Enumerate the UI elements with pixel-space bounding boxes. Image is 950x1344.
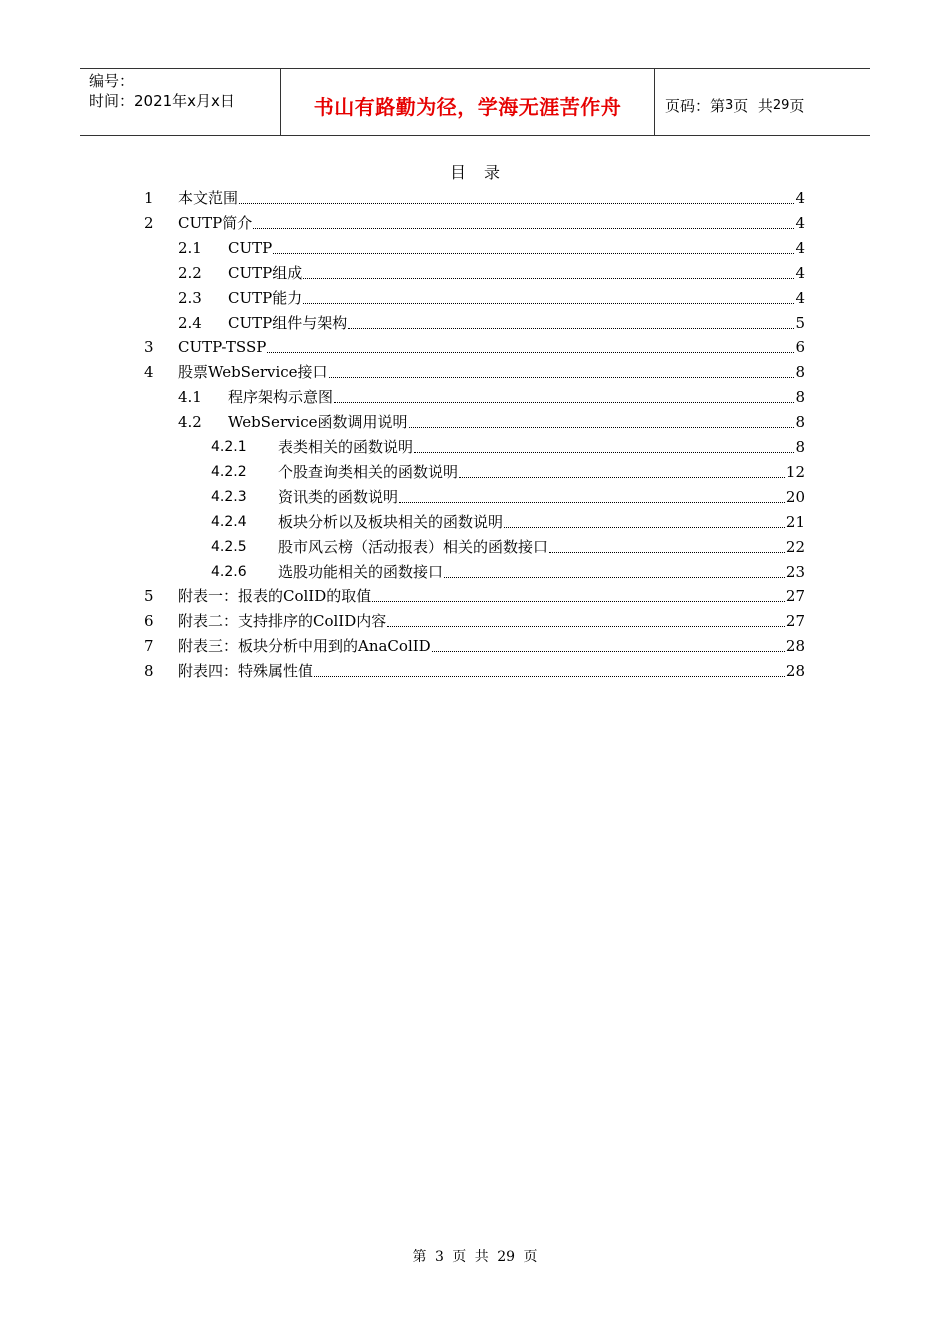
- toc-entry-text: 附表三：板块分析中用到的AnaColID: [178, 637, 431, 655]
- toc-entry-page: 4: [795, 214, 805, 232]
- toc-entry-page: 4: [795, 264, 805, 282]
- toc-entry[interactable]: [211, 533, 805, 557]
- toc-entry-page: 8: [795, 363, 805, 381]
- toc-leader-dots: [387, 626, 785, 627]
- toc-entry-text: 本文范围: [178, 189, 239, 207]
- toc-entry[interactable]: [211, 558, 805, 582]
- toc-entry-number: 7: [144, 637, 154, 655]
- toc-entry-page: 21: [785, 513, 805, 531]
- toc-title: 目录: [449, 163, 518, 182]
- toc-entry-number: 2.2: [178, 264, 202, 282]
- toc-leader-dots: [399, 502, 785, 503]
- toc-entry-number: 4.2.4: [211, 514, 247, 530]
- toc-entry-page: 8: [795, 413, 805, 431]
- toc-entry-text: CUTP: [228, 239, 273, 257]
- header-page-indicator: [655, 69, 870, 135]
- toc-leader-dots: [444, 577, 785, 578]
- toc-entry-page: 4: [795, 289, 805, 307]
- toc-entry-text: 附表四：特殊属性值: [178, 662, 314, 680]
- toc-entry[interactable]: [178, 309, 805, 333]
- document-number-label: 编号：: [89, 72, 135, 90]
- page-suffix: 页: [789, 96, 805, 115]
- toc-entry-text: 资讯类的函数说明: [278, 488, 399, 506]
- toc-entry[interactable]: [211, 433, 805, 457]
- toc-entry-page: 27: [785, 587, 805, 605]
- toc-leader-dots: [409, 427, 795, 428]
- toc-entry[interactable]: [178, 284, 805, 308]
- toc-entry-text: CUTP-TSSP: [178, 338, 267, 356]
- toc-entry-text: CUTP能力: [228, 289, 303, 307]
- toc-entry-page: 27: [785, 612, 805, 630]
- page-total: 29: [772, 97, 790, 113]
- page-prefix: 页码：第: [665, 96, 726, 115]
- toc-entry-number: 4.1: [178, 388, 202, 406]
- toc-entry-page: 4: [795, 239, 805, 257]
- toc-leader-dots: [329, 377, 795, 378]
- toc-entry[interactable]: [144, 333, 805, 357]
- toc-entry-number: 6: [144, 612, 154, 630]
- toc-entry[interactable]: [178, 408, 805, 432]
- toc-leader-dots: [432, 651, 785, 652]
- toc-entry[interactable]: [211, 508, 805, 532]
- toc-entry-number: 4.2: [178, 413, 202, 431]
- toc-entry[interactable]: [178, 234, 805, 258]
- toc-leader-dots: [459, 477, 785, 478]
- toc-entry-number: 4.2.6: [211, 564, 247, 580]
- toc-leader-dots: [303, 303, 794, 304]
- toc-entry-number: 4.2.5: [211, 539, 247, 555]
- toc-entry-number: 5: [144, 587, 154, 605]
- toc-entry-number: 2: [144, 214, 154, 232]
- toc-entry-page: 4: [795, 189, 805, 207]
- header-meta: [80, 69, 281, 135]
- toc-entry[interactable]: [144, 209, 805, 233]
- toc-entry-text: 附表一：报表的ColID的取值: [178, 587, 372, 605]
- toc-entry-number: 2.1: [178, 239, 202, 257]
- toc-leader-dots: [314, 676, 785, 677]
- toc-leader-dots: [267, 352, 794, 353]
- toc-entry[interactable]: [211, 483, 805, 507]
- document-time: 时间：2021年x月x日: [89, 92, 235, 110]
- toc-entry-number: 4: [144, 363, 154, 381]
- page-current: 3: [725, 97, 734, 113]
- toc-entry-page: 8: [795, 438, 805, 456]
- toc-leader-dots: [372, 601, 785, 602]
- toc-entry-text: 选股功能相关的函数接口: [278, 563, 444, 581]
- toc-entry-text: CUTP组成: [228, 264, 303, 282]
- toc-entry-number: 3: [144, 338, 154, 356]
- toc-entry-page: 23: [785, 563, 805, 581]
- toc-leader-dots: [253, 228, 794, 229]
- toc-entry-number: 2.4: [178, 314, 202, 332]
- toc-entry-text: 个股查询类相关的函数说明: [278, 463, 459, 481]
- page-footer: 第 3 页 共 29 页: [412, 1249, 538, 1265]
- toc-entry[interactable]: [178, 383, 805, 407]
- toc-entry[interactable]: [144, 607, 805, 631]
- page-header: [80, 68, 870, 136]
- toc-entry-text: 表类相关的函数说明: [278, 438, 414, 456]
- toc-entry-number: 2.3: [178, 289, 202, 307]
- page-mid: 页 共: [733, 96, 773, 115]
- toc-entry[interactable]: [144, 582, 805, 606]
- toc-entry-page: 20: [785, 488, 805, 506]
- toc-entry-page: 12: [785, 463, 805, 481]
- toc-leader-dots: [334, 402, 794, 403]
- toc-leader-dots: [549, 552, 785, 553]
- toc-entry-page: 28: [785, 637, 805, 655]
- toc-entry-number: 8: [144, 662, 154, 680]
- toc-leader-dots: [414, 452, 794, 453]
- toc-leader-dots: [303, 278, 794, 279]
- toc-entry-text: 程序架构示意图: [228, 388, 334, 406]
- toc-entry-page: 6: [795, 338, 805, 356]
- toc-entry[interactable]: [211, 458, 805, 482]
- toc-entry-number: 4.2.1: [211, 439, 247, 455]
- toc-entry-number: 4.2.3: [211, 489, 247, 505]
- toc-entry[interactable]: [144, 358, 805, 382]
- toc-entry-text: CUTP简介: [178, 214, 253, 232]
- toc-entry-number: 1: [144, 189, 154, 207]
- toc-leader-dots: [504, 527, 785, 528]
- toc-entry-text: WebService函数调用说明: [228, 413, 408, 431]
- header-motto: 书山有路勤为径，学海无涯苦作舟: [281, 69, 655, 135]
- toc-entry-page: 8: [795, 388, 805, 406]
- toc-leader-dots: [348, 328, 794, 329]
- toc-entry-text: 板块分析以及板块相关的函数说明: [278, 513, 504, 531]
- toc-entry[interactable]: [144, 657, 805, 681]
- toc-entry-text: CUTP组件与架构: [228, 314, 348, 332]
- toc-entry-number: 4.2.2: [211, 464, 247, 480]
- toc-entry[interactable]: [178, 259, 805, 283]
- toc-entry[interactable]: [144, 184, 805, 208]
- toc-entry-text: 股票WebService接口: [178, 363, 328, 381]
- toc-leader-dots: [239, 203, 794, 204]
- toc-entry-page: 5: [795, 314, 805, 332]
- toc-entry[interactable]: [144, 632, 805, 656]
- toc-entry-page: 22: [785, 538, 805, 556]
- toc-entry-text: 股市风云榜（活动报表）相关的函数接口: [278, 538, 549, 556]
- toc-entry-text: 附表二：支持排序的ColID内容: [178, 612, 387, 630]
- toc-leader-dots: [273, 253, 794, 254]
- toc-entry-page: 28: [785, 662, 805, 680]
